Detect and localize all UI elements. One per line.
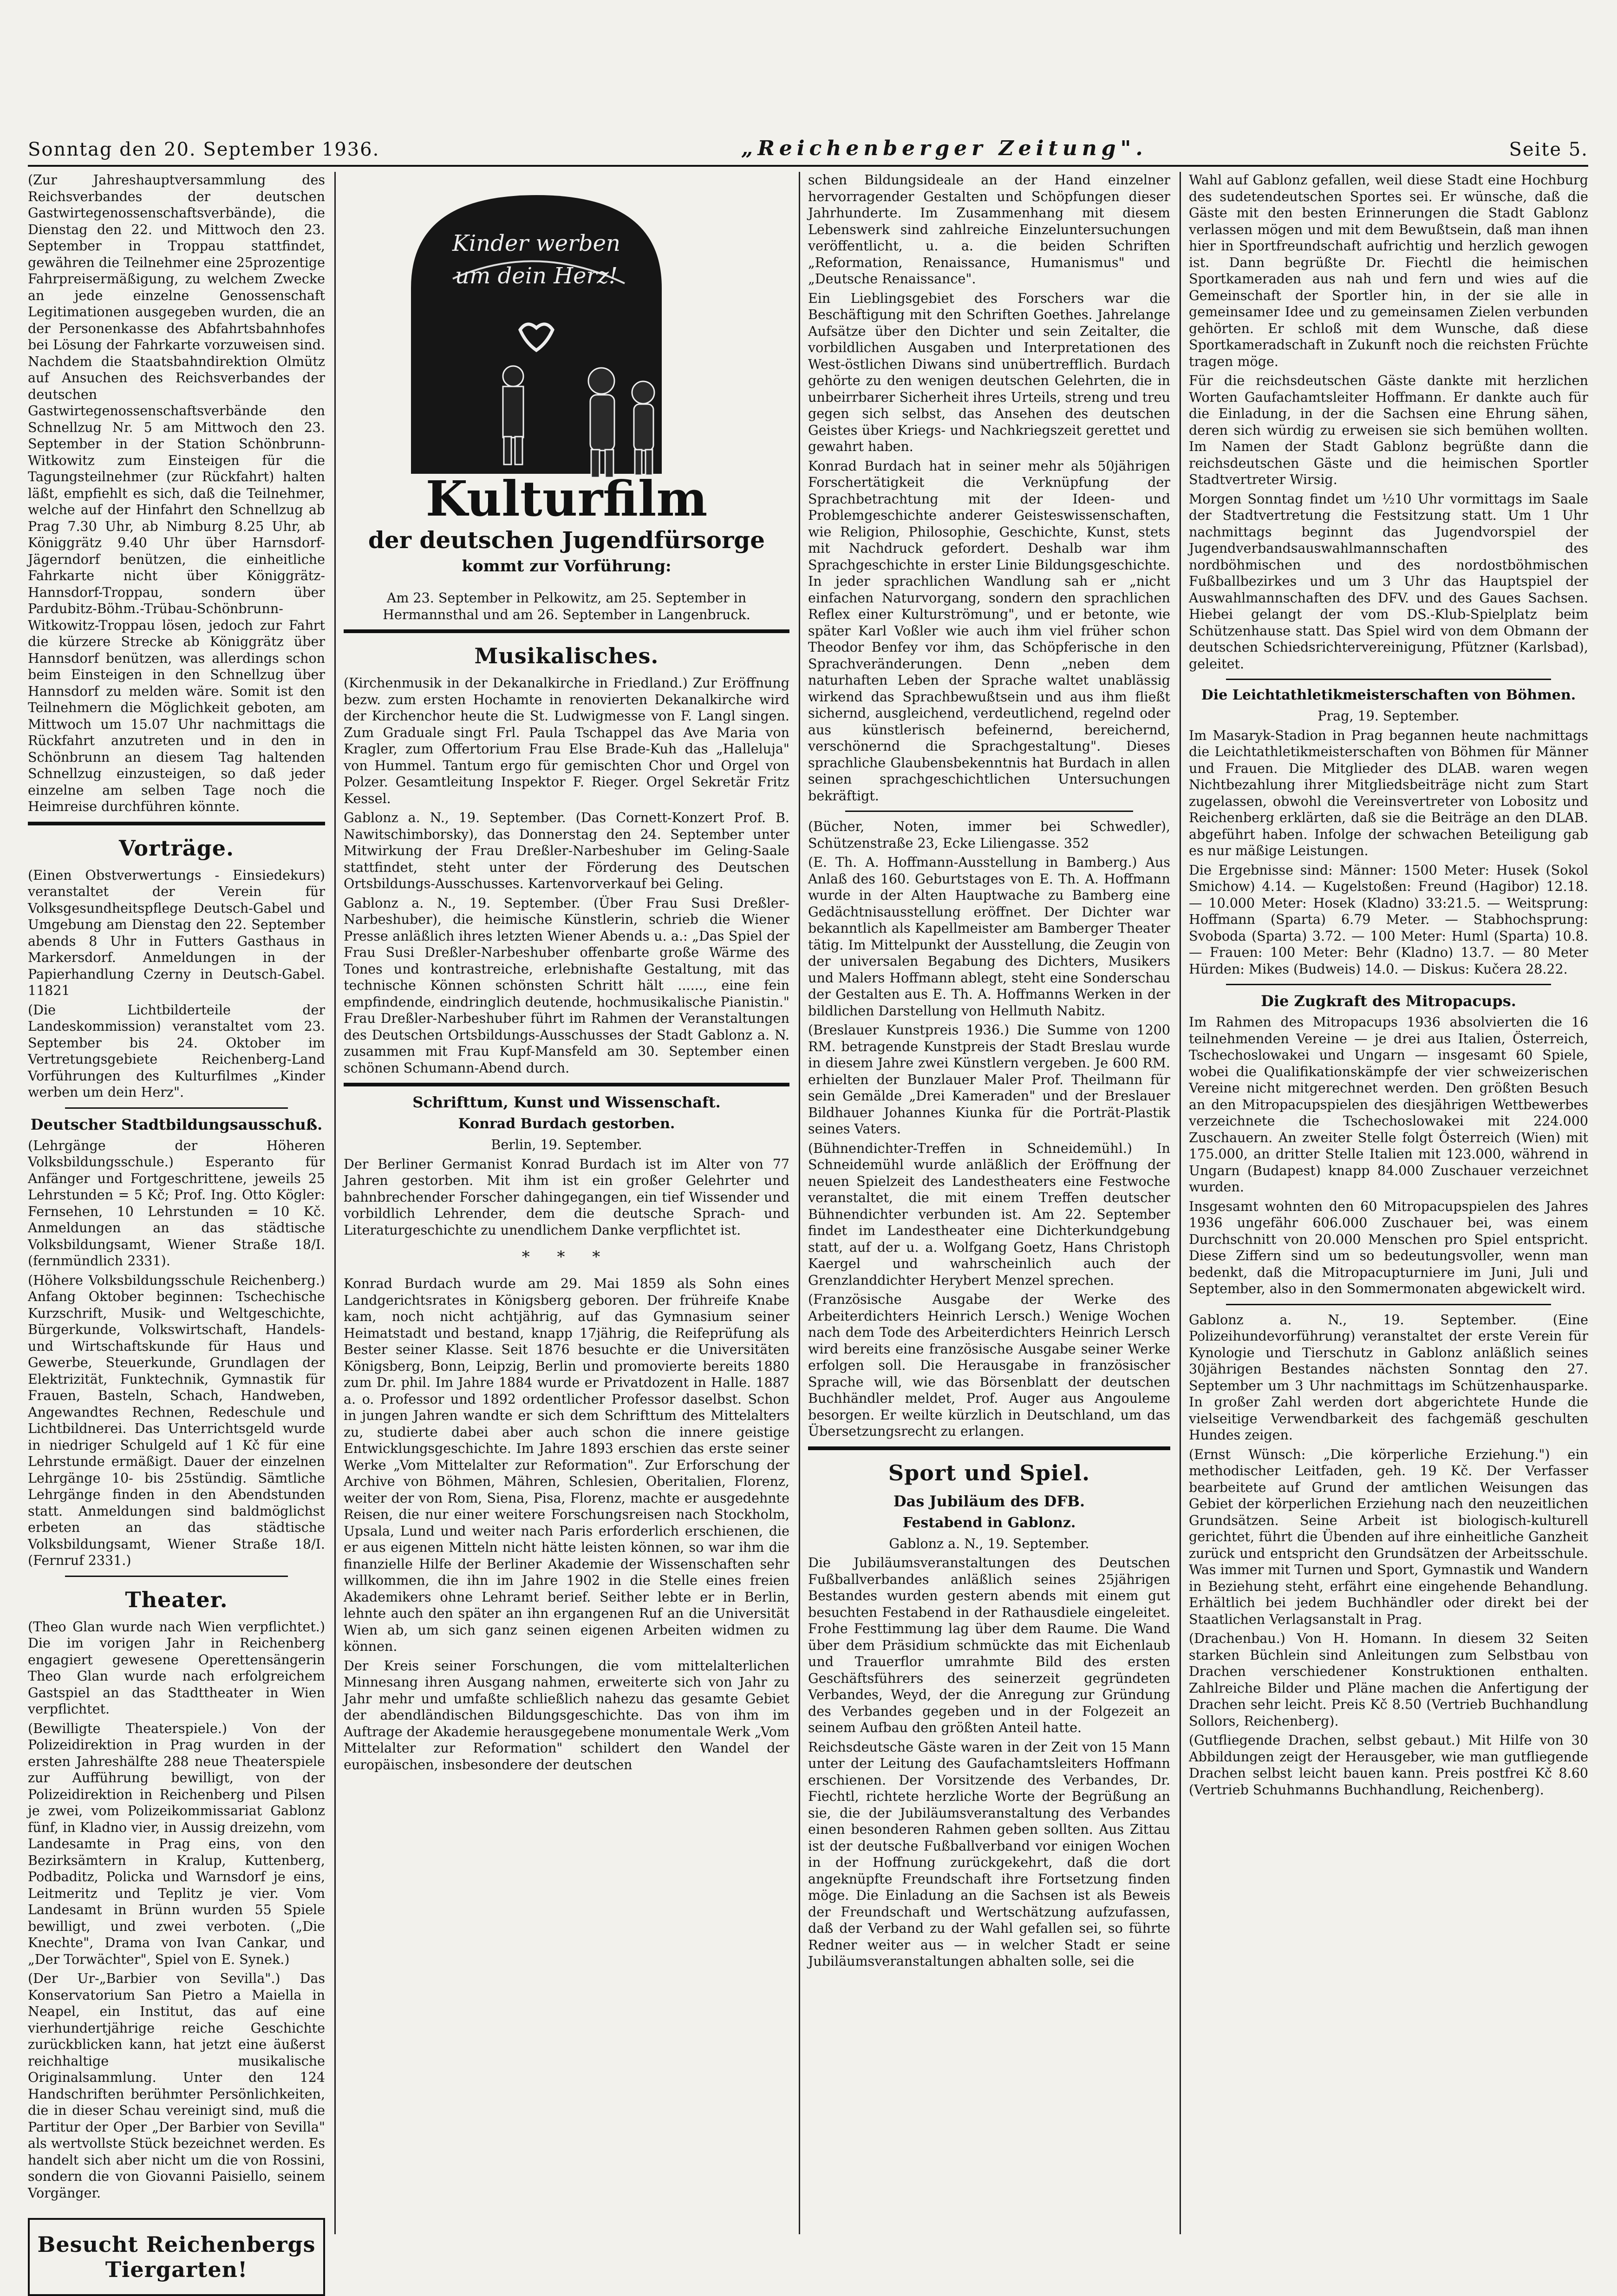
article-leichtathletik-1: Im Masaryk-Stadion in Prag begannen heute nachmittags die Leichtathletikmeisterschaften von Böhmen für Männer und Frauen. Die Mitglieder des DLAB. waren wegen Nichtbezahlung ihrer Mitgliedsbeiträge nicht zum Start zugelassen, obwohl die Vereinsvertreter von Lobositz und Reichenberg erklärten, daß sie die Beiträge an den DLAB. abgeführt haben. Infolge der schwachen Beteiligung gab es nur mäßige Leistungen. xyxy=(1189,727,1588,858)
article-kunstpreis: (Breslauer Kunstpreis 1936.) Die Summe von 1200 RM. betragende Kunstpreis der Stadt Breslau wurde in diesem Jahre zwei Künstlern vergeben. Je 600 RM. erhielten der Bunzlauer Maler Prof. Theilmann für sein Gemälde „Drei Kameraden" und der Breslauer Bildhauer Johannes Kiunka für die Porträt-Plastik seines Vaters. xyxy=(808,1022,1170,1137)
article-leichtathletik-2: Die Ergebnisse sind: Männer: 1500 Meter: Husek (Sokol Smichow) 4.14. — Kugelstoßen: Freund (Hagibor) 12.18. — 10.000 Meter: Hosek (Kladno) 33:21.5. — Weitsprung: Hoffmann (Sparta) 6.79 Meter. — Stabhochsprung: Svoboda (Sparta) 3.72. — 100 Meter: Huml (Sparta) 10.8. — Frauen: 100 Meter: Behr (Kladno) 13.7. — 80 Meter Hürden: Mikes (Budweis) 14.0. — Diskus: Kučera 28.22. xyxy=(1189,862,1588,977)
dateline-prag: Prag, 19. September. xyxy=(1317,708,1460,724)
article-burdach-5: Ein Lieblingsgebiet des Forschers war die Beschäftigung mit den Schriften Goethes. Jahrelange Aufsätze über den Dichter und sein Zeitalter, die vorbildlichen Ausgaben und Interpretationen des West-östlichen Diwans sind unübertrefflich. Burdach gehörte zu den wenigen deutschen Gelehrten, die in unbeirrbarer Sicherheit ihres Urteils, streng und treu gegen sich selbst, das Ansehen des deutschen Geistes über Kriegs- und Nachkriegszeit gerettet und gewahrt haben. xyxy=(808,290,1171,454)
subheadline-festabend: Festabend in Gablonz. xyxy=(902,1514,1076,1531)
article-burdach-2: Konrad Burdach wurde am 29. Mai 1859 als Sohn eines Landgerichtsrates in Königsberg geboren. Der frühreife Knabe kam, noch nicht achtjährig, auf das Gymnasium seiner Heimatstadt und bestand, knapp 17jährig, die Reifeprüfung als Bester seiner Klasse. Seit 1876 besuchte er die Universitäten Königsberg, Bonn, Leipzig, Berlin und promovierte bereits 1880 zum Dr. phil. Im Jahre 1884 wurde er Privatdozent in Halle. 1887 a. o. Professor und 1892 ordentlicher Professor daselbst. Schon in jungen Jahren wandte er sich dem Schrifttum des Mittelalters zu, studierte dabei aber auch schon die innere geistige Entwicklungsgeschichte. Im Jahre 1893 erschien das erste seiner Werke „Vom Mittelalter zur Reformation". Zur Erforschung der Archive von Böhmen, Mähren, Schlesien, Oberitalien, Florenz, weiter der von Rom, Siena, Pisa, Florenz, machte er ausgedehnte Reisen, die nur einer weitere Forschungsreisen nach Stockholm, Upsala, Lund und weiter nach Paris erforderlich erschienen, die er aus eigenen Mitteln nicht hätte leisten können, so war ihm die finanzielle Hilfe der Berliner Akademie der Wissenschaften sehr willkommen, die ihn im Jahre 1902 in die Stelle eines freien Akademikers ohne Lehramt berief. Seither lebte er in Berlin, lehnte auch den später an ihn ergangenen Ruf an die Universität Wien ab, um sich ganz seinen eigenen Arbeiten widmen zu können. xyxy=(344,1276,789,1654)
section-schrifttum: Schrifttum, Kunst und Wissenschaft. xyxy=(412,1093,721,1111)
section-musikalisches: Musikalisches. xyxy=(474,643,659,668)
article-mitropacup-2: Insgesamt wohnten den 60 Mitropacupspielen des Jahres 1936 ungefähr 606.000 Zuschauer bei, was einem Durchschnitt von 20.000 Menschen pro Spiel entspricht. Diese Ziffern sind um so bedeutungsvoller, wenn man bedenkt, daß die Mitropacupturniere im Juni, Juli und September, also in den Sommermonaten abgewickelt wird. xyxy=(1189,1198,1588,1296)
tiergarten-ad: Besucht Reichenbergs Tiergarten! xyxy=(28,2218,325,2296)
divider xyxy=(1226,984,1551,985)
article-polizeihunde: Gablonz a. N., 19. September. (Eine Polizeihundevorführung) veranstaltet der erste Verein für Kynologie und Tierschutz in Gablonz anläßlich seines 30jährigen Bestandes nächsten Sonntag den 27. September um 3 Uhr nachmittags im Schützenhausparke. In großer Zahl werden dort abgerichtete Hunde die vielseitige Verwendbarkeit des fachgemäß geschulten Hundes zeigen. xyxy=(1189,1312,1588,1443)
divider xyxy=(1226,1304,1551,1305)
article-drachenbau: (Drachenbau.) Von H. Homann. In diesem 32 Seiten starken Büchlein sind Anleitungen zum Selbstbau von Drachen verschiedener Konstruktionen enthalten. Zahlreiche Bilder und Pläne machen die Anfertigung der Drachen sehr leicht. Preis Kč 8.50 (Vertrieb Buchhandlung Sollors, Reichenberg). xyxy=(1189,1631,1588,1729)
headline-dfb: Das Jubiläum des DFB. xyxy=(893,1492,1085,1510)
kulturfilm-poster xyxy=(368,177,765,581)
article-theaterspiele: (Bewilligte Theaterspiele.) Von der Polizeidirektion in Prag wurden in der ersten Jahreshälfte 288 neue Theaterspiele zur Aufführung bewilligt, von der Polizeidirektion in Reichenberg und Pilsen je zwei, vom Polizeikommissariat Gablonz fünf, in Kladno vier, in Aussig dreizehn, vom Landesamte in Prag eins, von den Bezirksämtern in Kralup, Kuttenberg, Podbaditz, Policka und Warnsdorf je eins, Leitmeritz und Teplitz je vier. Vom Landesamt in Brünn wurden 55 Spiele bewilligt, und zwei verboten. („Die Knechte", Drama von Ivan Cankar, und „Der Torwächter", Spiel von E. Synek.) xyxy=(28,1720,325,1967)
dateline-berlin: Berlin, 19. September. xyxy=(491,1137,642,1152)
article-gastwirte: (Zur Jahreshauptversammlung des Reichsverbandes der deutschen Gastwirtegenossenschaftsverbände), die Dienstag den 22. und Mittwoch den 23. September in Troppau stattfindet, gewähren die Teilnehmer eine 25prozentige Fahrpreisermäßigung, zu welchem Zwecke an jede einzelne Genossenschaft Legitimationen ausgegeben wurden, die an der Personenkasse des Abfahrtsbahnhofes bei Lösung der Fahrkarte vorzuweisen sind. Nachdem die Staatsbahndirektion Olmütz auf Ansuchen des Reichsverbandes der deutschen Gastwirtegenossenschaftsverbände den Schnellzug Nr. 5 am Mittwoch den 23. September in der Station Schönbrunn-Witkowitz zum Einsteigen für die Tagungsteilnehmer (zur Rückfahrt) halten läßt, empfiehlt es sich, daß die Teilnehmer, welche auf der Hinfahrt den Schnellzug ab Prag 7.30 Uhr, ab Nimburg 8.25 Uhr, ab Königgrätz 9.40 Uhr über Harnsdorf-Jägerndorf benützen, die einheitliche Fahrkarte nicht über Königgrätz-Hannsdorf-Troppau, sondern über Pardubitz-Böhm.-Trübau-Schönbrunn-Witkowitz-Troppau lösen, jedoch zur Fahrt die kürzere Strecke ab Königgrätz über Hannsdorf benützen, was allerdings schon beim Einsteigen in den Schnellzug über Hannsdorf zu melden wäre. Somit ist den Teilnehmern die Möglichkeit geboten, am Mittwoch um 15.07 Uhr nachmittags die Rückfahrt anzutreten und in den in Schönbrunn an diesem Tag haltenden Schnellzug einzusteigen, so daß jeder einzelne am selben Tage noch die Heimreise durchführen könnte. xyxy=(28,172,325,814)
divider xyxy=(28,822,325,825)
article-kirchenmusik: (Kirchenmusik in der Dekanalkirche in Friedland.) Zur Eröffnung bezw. zum ersten Hochamte in renovierten Dekanalkirche wird der Kirchenchor heute die St. Ludwigmesse von F. Langl singen. Zum Graduale singt Frl. Paula Tschappel das Ave Maria von Kragler, zum Offertorium Frau Else Brade-Kuh das „Halleluja" von Hummel. Tantum ergo für gemischten Chor und Orgel von Polzer. Gesamtleitung Inspektor F. Rieger. Orgel Sekretär Fritz Kessel. xyxy=(344,675,789,806)
column-rule xyxy=(799,172,800,2234)
article-buehnendichter: (Bühnendichter-Treffen in Schneidemühl.) In Schneidemühl wurde anläßlich der Eröffnung der neuen Spielzeit des Landestheaters eine Festwoche veranstaltet, die mit einem Treffen deutscher Bühnendichter verbunden ist. Am 22. September findet im Landestheater eine Dichterkundgebung statt, auf der u. a. Wolfgang Goetz, Hans Christoph Kaergel und wahrscheinlich auch der Grenzlanddichter Herybert Menzel sprechen. xyxy=(808,1140,1170,1288)
column-2 xyxy=(344,172,789,2234)
poster-kommt: kommt zur Vorführung: xyxy=(462,557,672,576)
article-volksbildungsschule: (Höhere Volksbildungsschule Reichenberg.) Anfang Oktober beginnen: Tschechische Kurzschrift, Musik- und Weltgeschichte, Bürgerkunde, Volkswirtschaft, Handels- und Wirtschaftskunde für Haus und Gewerbe, Steuerkunde, Grundlagen der Elektrizität, Funktechnik, Gymnastik für Frauen, Basteln, Schach, Handweben, Angewandtes Rechnen, Redeschule und Lichtbildnerei. Das Unterrichtsgeld wurde in niedriger Schulgeld auf 1 Kč für eine Lehrstunde ermäßigt. Dauer der einzelnen Lehrgänge 10- bis 25stündig. Sämtliche Lehrgänge finden in den Abendstunden statt. Anmeldungen sind baldmöglichst erbeten an das städtische Volksbildungsamt, Wiener Straße 18/I. (Fernruf 2331.) xyxy=(28,1272,325,1568)
divider xyxy=(344,1083,789,1086)
masthead xyxy=(28,123,1588,167)
divider xyxy=(344,629,789,633)
article-burdach-3: Der Kreis seiner Forschungen, die vom mittelalterlichen Minnesang ihren Ausgang nahmen, erweiterte sich von Jahr zu Jahr mehr und umfaßte schließlich nahezu das gesamte Gebiet der abendländischen Bildungsgeschichte. Das von ihm im Auftrage der Akademie herausgegebene monumentale Werk „Vom Mittelalter zur Reformation" schildert den Wandel der europäischen, insbesondere der deutschen xyxy=(344,1658,789,1773)
separator-stars: * * * xyxy=(522,1248,612,1266)
column-rule xyxy=(1180,172,1181,2234)
section-theater: Theater. xyxy=(125,1587,228,1612)
poster-illustration xyxy=(368,177,765,581)
article-burdach-4: schen Bildungsideale an der Hand einzelner hervorragender Gestalten und Schöpfungen dieser Jahrhunderte. Im Zusammenhang mit diesem Lebenswerk sind zahlreiche Einzeluntersuchungen veröffentlicht, u. a. die beiden Schriften „Reformation, Renaissance, Humanismus" und „Deutsche Renaissance". xyxy=(808,172,1170,287)
newspaper-page xyxy=(19,19,1597,2282)
article-burdach-1: Der Berliner Germanist Konrad Burdach ist im Alter von 77 Jahren gestorben. Mit ihm ist ein großer Gelehrter und bahnbrechender Forscher dahingegangen, ein tief Wissender und vorbildlich Lehrender, dem die deutsche Sprach- und Literaturgeschichte zu unendlichem Danke verpflichtet ist. xyxy=(344,1156,789,1238)
article-drachen: (Gutfliegende Drachen, selbst gebaut.) Mit Hilfe von 30 Abbildungen zeigt der Herausgeber, wie man gutfliegende Drachen selbst leicht bauen kann. Preis postfrei Kč 8.60 (Vertrieb Schuhmanns Buchhandlung, Reichenberg). xyxy=(1189,1733,1588,1798)
article-dressler: Gablonz a. N., 19. September. (Über Frau Susi Dreßler-Narbeshuber), die heimische Künstlerin, schrieb die Wiener Presse anläßlich ihres letzten Wiener Abends u. a.: „Das Spiel der Frau Susi Dreßler-Narbeshuber offenbarte große Wärme des Tones und kontrastreiche, erlebnishafte Gestaltung, mit das technische Können schönsten Schritt hält ......, eine fein empfindende, eindringlich deutende, hochmusikalische Pianistin." Frau Dreßler-Narbeshuber führt im Rahmen der Veranstaltungen des Deutschen Ortsbildungs-Ausschusses der Stadt Gablonz a. N. zusammen mit Frau Kupf-Mansfeld am 30. September einen schönen Schumann-Abend durch. xyxy=(344,895,789,1076)
poster-caption: Am 23. September in Pelkowitz, am 25. September in Hermannsthal und am 26. September in Langenbruck. xyxy=(383,590,750,622)
article-barbier: (Der Ur-„Barbier von Sevilla".) Das Konservatorium San Pietro a Maiella in Neapel, ein Institut, das auf eine vierhundertjährige reiche Geschichte zurückblicken kann, hat jetzt eine äußerst reichhaltige musikalische Originalsammlung. Unter den 124 Handschriften berühmter Persönlichkeiten, die in dieser Schau vereinigt sind, muß die Partitur der Oper „Der Barbier von Sevilla" als wertvollste Stück bezeichnet werden. Es handelt sich aber nicht um die von Rossini, sondern die von Giovanni Paisiello, seinem Vorgänger. xyxy=(28,1971,325,2201)
poster-script-2: um dein Herz! xyxy=(455,263,618,289)
column-3 xyxy=(808,172,1170,2234)
article-mitropacup-1: Im Rahmen des Mitropacups 1936 absolvierten die 16 teilnehmenden Vereine — je drei aus Italien, Österreich, Tschechoslowakei und Ungarn — insgesamt 60 Spiele, wobei die Qualifikationskämpfe der vier schweizerischen Vereine nicht mitgerechnet werden. Den größten Besuch an den Mitropacupspielen des diesjährigen Wettbewerbes verzeichnete die Tschechoslowakei mit 224.000 Zuschauern. An zweiter Stelle folgt Österreich (Wien) mit 175.000, an dritter Stelle Italien mit 123.000, während in Ungarn (Budapest) knapp 84.000 Zuschauer verzeichnet wurden. xyxy=(1189,1014,1588,1195)
section-vortraege: Vorträge. xyxy=(118,835,235,861)
article-lichtbilder: (Die Lichtbilderteile der Landeskommission) veranstaltet vom 23. September bis 24. Oktober im Vertretungsgebiete Reichenberg-Land Vorführungen des Kulturfilmes „Kinder werben um dein Herz". xyxy=(28,1002,325,1100)
headline-mitropacup: Die Zugkraft des Mitropacups. xyxy=(1261,992,1516,1010)
section-stadtbildung: Deutscher Stadtbildungsausschuß. xyxy=(30,1115,323,1133)
article-obstverwertung: (Einen Obstverwertungs - Einsiedekurs) veranstaltet der Verein für Volksgesundheitspflege Deutsch-Gabel und Umgebung am Dienstag den 22. September abends 8 Uhr in Futters Gasthaus in Markersdorf. Anmeldungen in der Papierhandlung Czerny in Deutsch-Gabel. 11821 xyxy=(28,867,325,998)
article-hoffmann: (E. Th. A. Hoffmann-Ausstellung in Bamberg.) Aus Anlaß des 160. Geburtstages von E. Th. A. Hoffmann wurde in der Alten Hauptwache zu Bamberg eine Gedächtnisausstellung eröffnet. Der Dichter war bekanntlich als Kapellmeister am Bamberger Theater tätig. Im Mittelpunkt der Ausstellung, die Zeugin von der universalen Begabung des Dichters, Musikers und Malers Hoffmann ablegt, steht eine Sonderschau der Gestalten aus E. Th. A. Hoffmanns Werken in der bildlichen Darstellung von Hellmuth Nabitz. xyxy=(808,855,1170,1019)
newspaper-title: „Reichenberger Zeitung". xyxy=(741,137,1148,160)
section-sport: Sport und Spiel. xyxy=(888,1460,1090,1485)
poster-title: Kulturfilm xyxy=(425,470,708,527)
article-cornett-konzert: Gablonz a. N., 19. September. (Das Cornett-Konzert Prof. B. Nawitschimborsky), das Donnerstag den 24. September unter Mitwirkung der Frau Dreßler-Narbeshuber im Geling-Saale stattfindet, steht unter der Förderung des Deutschen Ortsbildungs-Ausschusses. Kartenvorverkauf bei Geling. xyxy=(344,810,789,891)
divider xyxy=(1226,679,1551,680)
article-koerperliche-erziehung: (Ernst Wünsch: „Die körperliche Erziehung.") ein methodischer Leitfaden, geh. 19 Kč. Der Verfasser bearbeitete auf Grund der amtlichen Weisungen das Gebiet der körperlichen Erziehung nach den neuzeitlichen Grundsätzen. Seine Arbeit ist biologisch-kulturell gerichtet, führt die Übenden auf ihre einheitliche Ganzheit zurück und entspricht den Grundsätzen der Arbeitsschule. Was immer mit Turnen und Sport, Gymnastik und Wandern in Beziehung steht, erfährt eine eingehende Behandlung. Erhältlich bei jedem Buchhändler oder direkt bei der Staatlichen Verlagsanstalt in Prag. xyxy=(1189,1446,1588,1627)
dateline-gablonz: Gablonz a. N., 19. September. xyxy=(889,1536,1089,1551)
article-dfb-4: Für die reichsdeutschen Gäste dankte mit herzlichen Worten Gaufachamtsleiter Hoffmann. Er dankte auch für die Einladung, in der die Sachsen eine Ehrung sähen, deren sich würdig zu erweisen sie sich bemühen wollten. Im Namen der Stadt Gablonz begrüßte dann die reichsdeutschen Gäste und die heimischen Sportler Stadtvertreter Wirsig. xyxy=(1189,373,1588,487)
article-lersch: (Französische Ausgabe der Werke des Arbeiterdichters Heinrich Lersch.) Wenige Wochen nach dem Tode des Arbeiterdichters Heinrich Lersch wird bereits eine französische Ausgabe seiner Werke erfolgen soll. Die Herausgabe in französischer Sprache will, wie das Börsenblatt der deutschen Buchhändler meldet, Prof. Auger aus Angouleme besorgen. Er weilte kürzlich in Deutschland, um das Übersetzungsrecht zu erlangen. xyxy=(808,1292,1170,1439)
ad-schwedler: (Bücher, Noten, immer bei Schwedler), Schützenstraße 23, Ecke Liliengasse. 352 xyxy=(808,819,1170,851)
divider xyxy=(65,1576,288,1577)
columns xyxy=(28,172,1588,2282)
article-burdach-6: Konrad Burdach hat in seiner mehr als 50jährigen Forschertätigkeit die Verknüpfung der Sprachbetrachtung mit der Ideen- und Problemgeschichte anderer Geisteswissenschaften, wie Religion, Philosophie, Geschichte, Kunst, stets mit Nachdruck gefordert. Deshalb war ihm Sprachgeschichte in erster Linie Bildungsgeschichte. In jeder sprachlichen Wandlung sah er „nicht einfachen Naturvorgang, sondern den sprachlichen Reflex einer Kulturströmung", und er betonte, wie später Karl Voßler wie auch ihm viel früher schon Theodor Benfey vor ihm, das Schöpferische in den Sprachveränderungen. Denn „neben dem naturhaften Leben der Sprache waltet unablässig wirkend das Sprachbewußtsein und aus ihm fließt sichernd, ausgleichend, verdeutlichend, regelnd oder aus künstlerisch befeinernd, bereichernd, verschönernd die Sprachgestaltung". Dieses sprachliche Glaubensbekenntnis hat Burdach in allen seinen sprachgeschichtlichen Untersuchungen bekräftigt. xyxy=(808,458,1170,804)
divider xyxy=(65,1107,288,1109)
headline-leichtathletik: Die Leichtathletikmeisterschaften von Böhmen. xyxy=(1201,687,1576,703)
issue-date: Sonntag den 20. September 1936. xyxy=(28,139,380,160)
column-rule xyxy=(334,172,336,2234)
poster-subtitle: der deutschen Jugendfürsorge xyxy=(368,526,765,554)
article-dfb-3: Wahl auf Gablonz gefallen, weil diese Stadt eine Hochburg des sudetendeutschen Sportes sei. Er wünsche, daß die Gäste mit den besten Erinnerungen die Stadt Gablonz verlassen mögen und mit dem Bewußtsein, daß man ihnen hier in Sportfreundschaft aufrichtig und herzlich gewogen ist. Dann begrüßte Dr. Fiechtl die heimischen Sportkameraden aus nah und fern und wies auf die Gemeinschaft der Sportler hin, in der sie alle in gemeinsamer Idee und zu gemeinsamen Zielen verbunden gehörten. Er schloß mit dem Wunsche, daß diese Sportkameradschaft in Zukunft noch die reichsten Früchte tragen möge. xyxy=(1189,172,1588,369)
page-number: Seite 5. xyxy=(1509,139,1588,160)
article-lehrgaenge: (Lehrgänge der Höheren Volksbildungsschule.) Esperanto für Anfänger und Fortgeschrittene, jeweils 25 Lehrstunden = 5 Kč; Prof. Ing. Otto Kögler: Fernsehen, 10 Lehrstunden = 10 Kč. Anmeldungen an das städtische Volksbildungsamt, Wiener Straße 18/I. (fernmündlich 2331). xyxy=(28,1138,325,1269)
headline-burdach: Konrad Burdach gestorben. xyxy=(458,1116,675,1132)
column-4 xyxy=(1189,172,1588,2234)
column-1 xyxy=(28,172,325,2282)
article-dfb-1: Die Jubiläumsveranstaltungen des Deutschen Fußballverbandes anläßlich seines 25jährigen Bestandes wurden gestern abends mit einem gut besuchten Festabend in der Rathausdiele eingeleitet. Frohe Festtimmung lag über dem Raume. Die Wand über dem Präsidium schmückte das mit Eichenlaub und Trauerflor umrahmte Bild des ersten Geschäftsführers des seinerzeit gegründeten Verbandes, Weyd, der die Anregung zur Gründung des Verbandes gegeben und in der Folgezeit an seinem Aufbau den größten Anteil hatte. xyxy=(808,1555,1170,1735)
poster-script-1: Kinder werben xyxy=(452,230,620,256)
article-theo-glan: (Theo Glan wurde nach Wien verpflichtet.) Die im vorigen Jahr in Reichenberg engagiert gewesene Operettensängerin Theo Glan wurde nach erfolgreichem Gastspiel an das Stadttheater in Wien verpflichtet. xyxy=(28,1619,325,1717)
article-dfb-2: Reichsdeutsche Gäste waren in der Zeit von 15 Mann unter der Leitung des Gaufachamtsleiters Hoffmann erschienen. Der Vorsitzende des Verbandes, Dr. Fiechtl, richtete herzliche Worte der Begrüßung an sie, die der Jubiläumsveranstaltung des Verbandes einen besonderen Rahmen geben sollten. Aus Zittau ist der deutsche Fußballverband vor einigen Wochen in der Hoffnung zurückgekehrt, daß die dort angeknüpfte Freundschaft ihre Fortsetzung finden möge. Die Einladung an die Sachsen ist als Beweis der Freundschaft und Wertschätzung aufzufassen, daß der Verband zu der Wahl gefallen sei, so führte Redner weiter aus — in welcher Stadt er seine Jubiläumsveranstaltungen abhalten solle, sei die xyxy=(808,1739,1170,1969)
divider xyxy=(845,811,1133,812)
article-dfb-5: Morgen Sonntag findet um ½10 Uhr vormittags im Saale der Stadtvertretung die Festsitzung statt. Um 1 Uhr nachmittags beginnt das Jugendvorspiel der Jugendverbandsauswahlmannschaften des nordböhmischen und des nordostböhmischen Fußballbezirkes und um 3 Uhr das Hauptspiel der Auswahlmannschaften des DFV. und des Gaues Sachsen. Hiebei gelangt der vom DS.-Klub-Spielplatz beim Schützenhause statt. Das Spiel wird von dem Obmann der deutschen Schiedsrichtervereinigung, Pfützner (Karlsbad), geleitet. xyxy=(1189,491,1588,672)
divider xyxy=(808,1446,1170,1450)
